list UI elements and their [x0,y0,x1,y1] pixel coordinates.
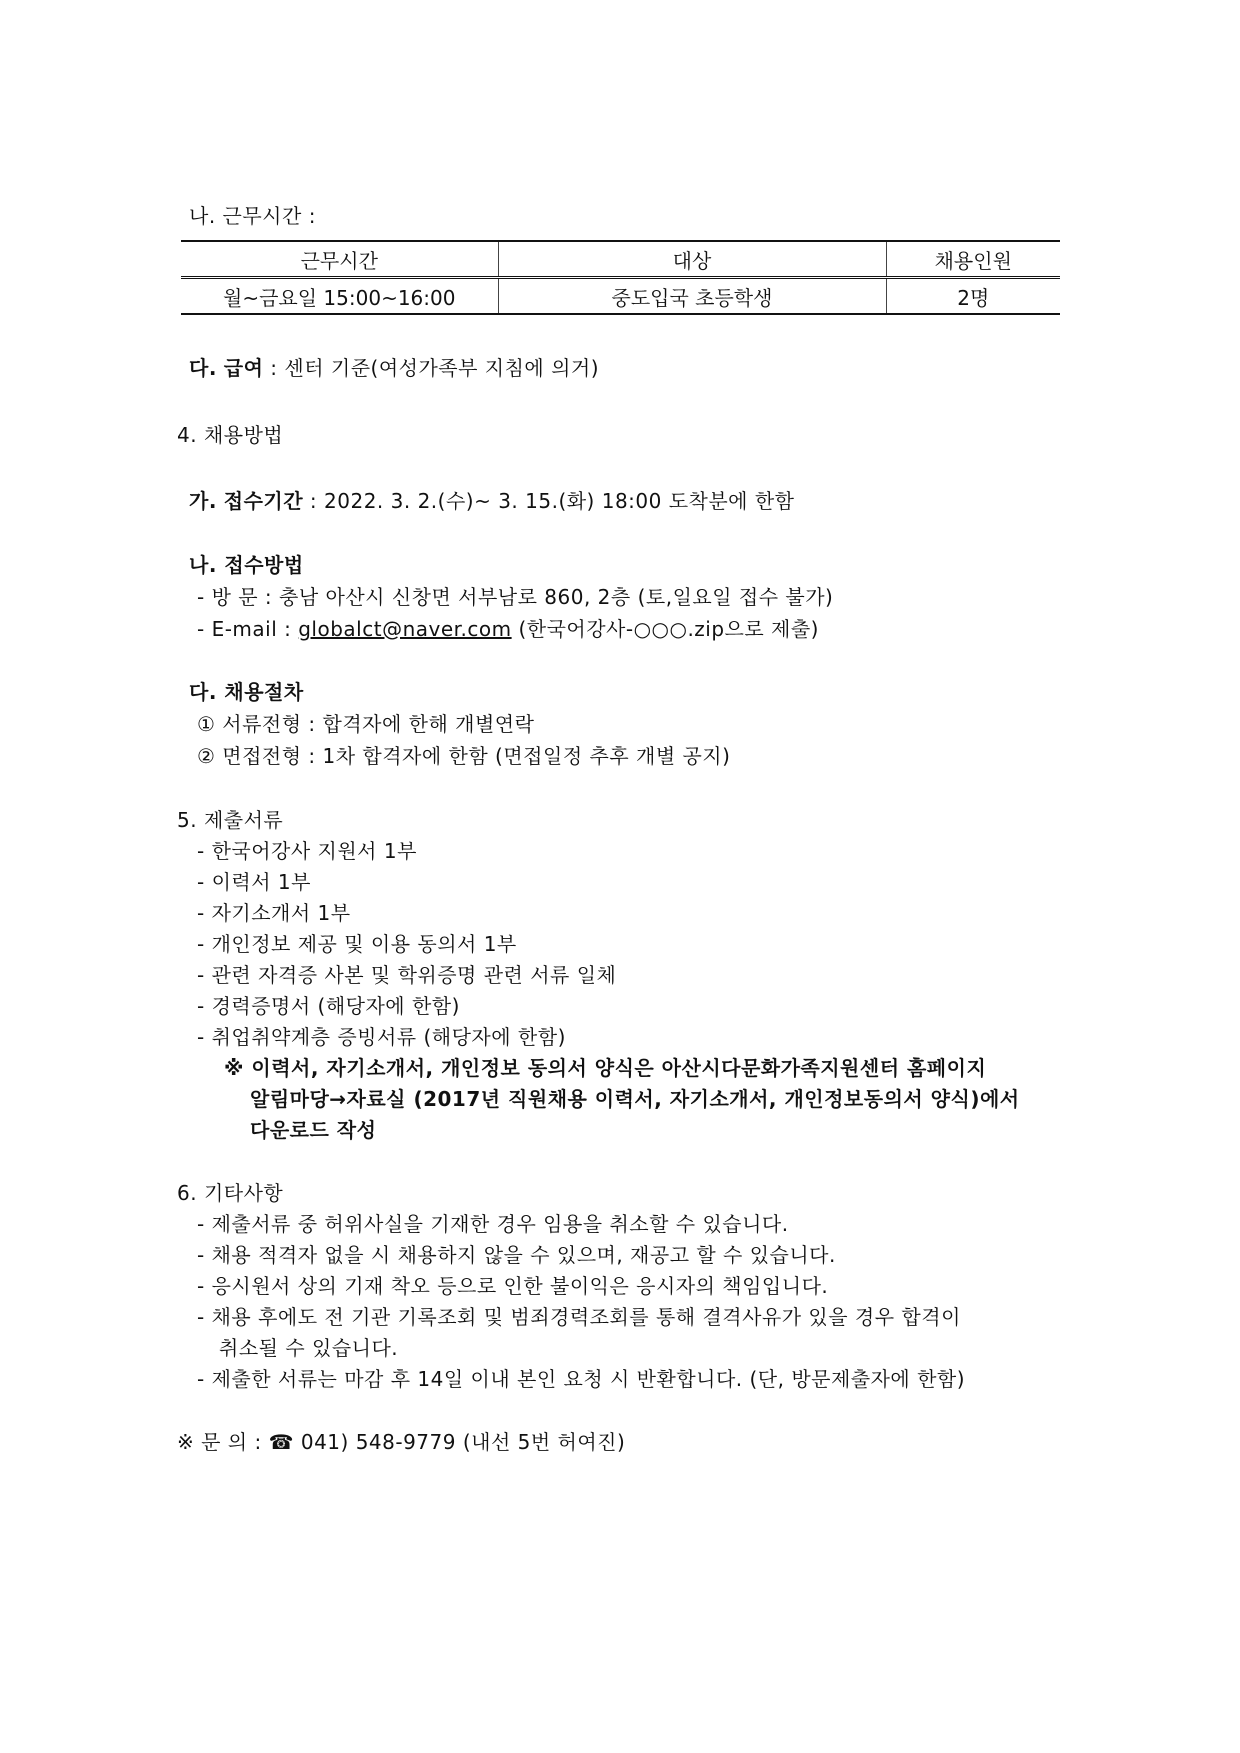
salary-title: 급여 [223,356,264,380]
reception-method-marker: 나. [189,553,217,577]
hiring-procedure-marker: 다. [189,680,217,704]
header-count: 채용인원 [886,241,1060,278]
list-item: - 한국어강사 지원서 1부 [197,839,417,863]
list-item-continued: 취소될 수 있습니다. [219,1336,399,1360]
procedure-step-2: ② 면접전형 : 1차 합격자에 한함 (면접일정 추후 개별 공지) [197,744,731,768]
hiring-procedure-heading [189,677,304,707]
forms-note-line-2: 알림마당→자료실 (2017년 직원채용 이력서, 자기소개서, 개인정보동의서 양식)에서 [250,1087,1020,1111]
reception-email-prefix: - E-mail : [197,617,299,641]
table-row [181,278,1060,315]
schedule-table [181,240,1060,315]
reception-visit: - 방 문 : 충남 아산시 신창면 서부남로 860, 2층 (토,일요일 접수 불가) [197,585,834,609]
phone-icon: ☎ [268,1430,294,1454]
section5-title: 5. 제출서류 [177,808,284,832]
list-item: - 채용 적격자 없을 시 채용하지 않을 수 있으며, 재공고 할 수 있습니다. [197,1243,836,1267]
list-item: - 채용 후에도 전 기관 기록조회 및 범죄경력조회를 통해 결격사유가 있을 경우 합격이 [197,1305,961,1329]
list-item: - 자기소개서 1부 [197,901,351,925]
worktime-heading [189,201,316,231]
list-item: - 제출서류 중 허위사실을 기재한 경우 임용을 취소할 수 있습니다. [197,1212,789,1236]
reception-period-title: 접수기간 [223,489,304,513]
forms-note-line-3: 다운로드 작성 [250,1118,377,1142]
cell-worktime: 월~금요일 15:00~16:00 [181,278,498,315]
reception-method-heading [189,550,304,580]
list-item: - 개인정보 제공 및 이용 동의서 1부 [197,932,517,956]
reception-method-title: 접수방법 [224,553,304,577]
reception-period-marker: 가. [189,489,217,513]
section4-title: 4. 채용방법 [177,423,284,447]
hiring-procedure-title: 채용절차 [224,680,304,704]
worktime-marker: 나. [189,204,216,228]
list-item: - 취업취약계층 증빙서류 (해당자에 한함) [197,1025,566,1049]
salary-text: : 센터 기준(여성가족부 지침에 의거) [270,356,600,380]
reception-email-suffix: (한국어강사-○○○.zip으로 제출) [511,617,819,641]
forms-note-line-1: ※ 이력서, 자기소개서, 개인정보 동의서 양식은 아산시다문화가족지원센터 홈페이지 [224,1056,987,1080]
list-item: - 이력서 1부 [197,870,311,894]
cell-count: 2명 [886,278,1060,315]
procedure-step-1: ① 서류전형 : 합격자에 한해 개별연락 [197,712,535,736]
contact-label: ※ 문 의 : [177,1430,269,1454]
list-item: - 응시원서 상의 기재 착오 등으로 인한 불이익은 응시자의 책임입니다. [197,1274,829,1298]
salary-marker: 다. [189,356,217,380]
worktime-title: 근무시간 [222,204,302,228]
header-worktime: 근무시간 [181,241,498,278]
list-item: - 제출한 서류는 마감 후 14일 이내 본인 요청 시 반환합니다. (단, 방문제출자에 한함) [197,1367,966,1391]
list-item: - 경력증명서 (해당자에 한함) [197,994,460,1018]
reception-period-text: : 2022. 3. 2.(수)~ 3. 15.(화) 18:00 도착분에 한함 [309,489,795,513]
reception-email-line [197,614,819,644]
contact-text: 041) 548-9779 (내선 5번 허여진) [294,1430,626,1454]
worktime-colon: : [308,204,316,228]
cell-target: 중도입국 초등학생 [498,278,886,315]
reception-period-line [189,486,795,516]
email-link[interactable]: globalct@naver.com [298,617,512,641]
section6-title: 6. 기타사항 [177,1181,284,1205]
list-item: - 관련 자격증 사본 및 학위증명 관련 서류 일체 [197,963,617,987]
salary-line [189,353,599,383]
table-header-row [181,241,1060,278]
header-target: 대상 [498,241,886,278]
contact-line [177,1427,625,1457]
